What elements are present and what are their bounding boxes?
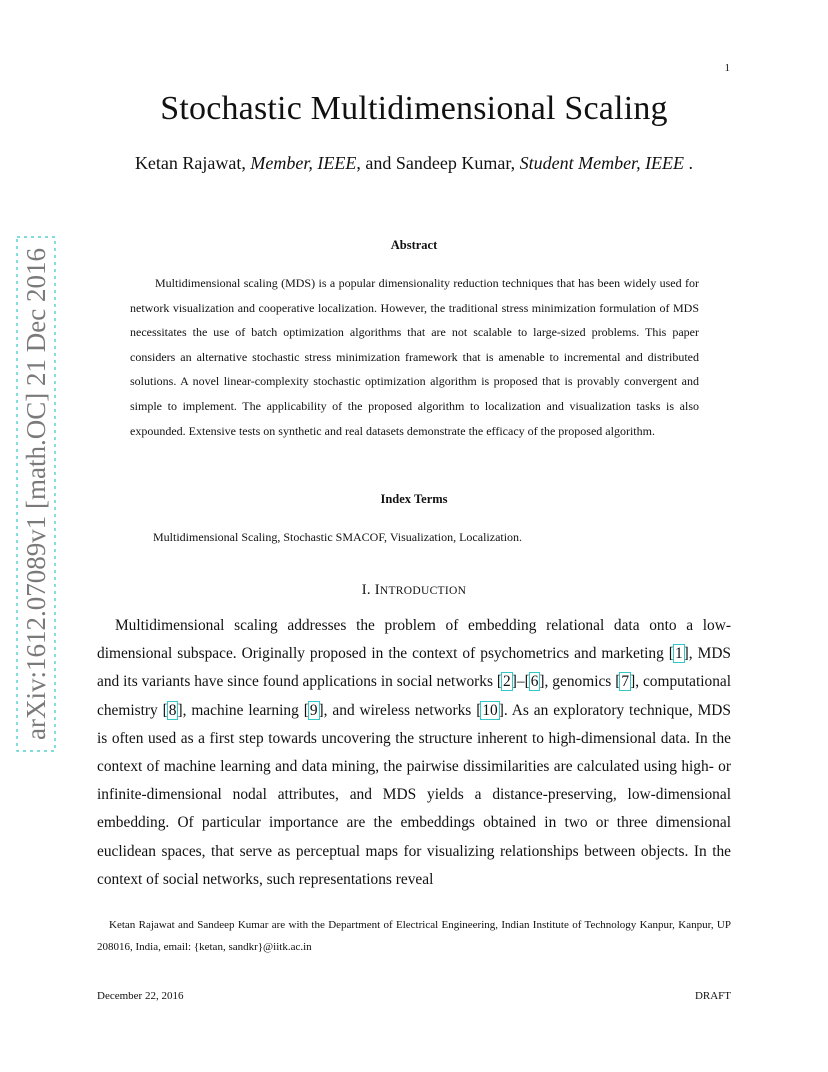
intro-text: , computational chemistry [97, 673, 732, 719]
section-title-rest [380, 582, 466, 598]
intro-text: Multidimensional scaling addresses the problem of embedding relational data onto a low-dimensional subspace. Originally proposed in the context of psychometrics and marketing [97, 617, 731, 663]
introduction-paragraph: Multidimensional scaling addresses the problem of embedding relational data onto a low-dimensional subspace. Originally proposed in the context of psychometrics and marketing [1], MDS and its variants have since found applications in social networks [2]–[6], genomics [7], computational chemistry [8], machine learning [9], and wireless networks [10]. As an exploratory technique, MDS is often used as a first step towards uncovering the structure inherent to high-dimensional data. In the context of machine learning and data mining, the pairwise dissimilarities are calculated using high- or infinite-dimensional nodal attributes, and MDS yields a distance-preserving, low-dimensional embedding. Of particular importance are the embeddings obtained in two or three dimensional euclidean spaces, that serve as perceptual maps for visualizing relationships between objects. In the context of social networks, such representations reveal [97, 617, 732, 888]
intro-text: . As an exploratory technique, MDS is often used as a first step towards uncovering the structure inherent to high-dimensional data. In the context of machine learning and data mining, the pairwise dissimilarities are calculated using high- or infinite-dimensional nodal attributes, and MDS yields a distance-preserving, low-dimensional embedding. Of particular importance are the embeddings obtained in two or three dimensional euclidean spaces, that serve as perceptual maps for visualizing relationships between objects. In the context of social networks, such representations reveal [97, 701, 731, 888]
arxiv-stamp-text: arXiv:1612.07089v1 [math.OC] 21 Dec 2016 [21, 248, 51, 740]
paper-title: Stochastic Multidimensional Scaling [160, 90, 668, 127]
author-line-end: . [684, 153, 694, 173]
intro-text: , machine learning [182, 701, 304, 719]
section-numeral: I. [361, 582, 375, 598]
citation-link[interactable]: 9 [309, 701, 318, 719]
index-terms-heading: Index Terms [380, 492, 448, 506]
author-name-2: , and Sandeep Kumar, [356, 153, 520, 173]
index-terms-text: Multidimensional Scaling, Stochastic SMACOF, Visualization, Localization. [153, 530, 523, 544]
author-name-1: Ketan Rajawat, [134, 153, 251, 173]
citation-link[interactable]: 7 [621, 673, 630, 691]
intro-text: , genomics [544, 673, 616, 691]
abstract-heading: Abstract [390, 238, 438, 252]
abstract-text: Multidimensional scaling (MDS) is a popular dimensionality reduction techniques that has been widely used for network visualization and cooperative localization. However, the traditional stress minimization formulation of MDS necessitates the use of batch optimization algorithms that are not scalable to large-sized problems. This paper considers an alternative stochastic stress minimization framework that is amenable to incremental and distributed solutions. A novel linear-complexity stochastic optimization algorithm is proposed that is provably convergent and simple to implement. The applicability of the proposed algorithm to localization and visualization tasks is also expounded. Extensive tests on synthetic and real datasets demonstrate the efficacy of the proposed algorithm. [130, 276, 699, 438]
author-affiliation-footnote: Ketan Rajawat and Sandeep Kumar are with the Department of Electrical Engineering, Indian Institute of Technology Kanpur, Kanpur, UP 208016, India, email: {ketan, sandkr}@iitk.ac.in [97, 919, 731, 953]
citation-link[interactable]: 2 [503, 673, 511, 691]
intro-text: , and wireless networks [323, 701, 477, 719]
footer-date: December 22, 2016 [97, 990, 184, 1002]
citation-link[interactable]: 10 [482, 701, 498, 719]
author-role-1: Member, IEEE [250, 153, 357, 173]
footer-draft-label: DRAFT [694, 990, 731, 1002]
author-line [0, 153, 828, 174]
citation-link[interactable]: 6 [530, 673, 539, 691]
intro-text: – [516, 673, 525, 691]
section-title-initial: I [374, 582, 380, 598]
author-role-2: Student Member, IEEE [519, 153, 685, 173]
section-title-rest-text: NTRODUCTION [379, 585, 467, 597]
citation-link[interactable]: 8 [168, 701, 177, 719]
page-number: 1 [724, 62, 730, 74]
intro-text: , MDS and its variants have since found applications in social networks [97, 645, 731, 691]
section-heading [0, 582, 828, 599]
citation-link[interactable]: 1 [674, 645, 683, 663]
